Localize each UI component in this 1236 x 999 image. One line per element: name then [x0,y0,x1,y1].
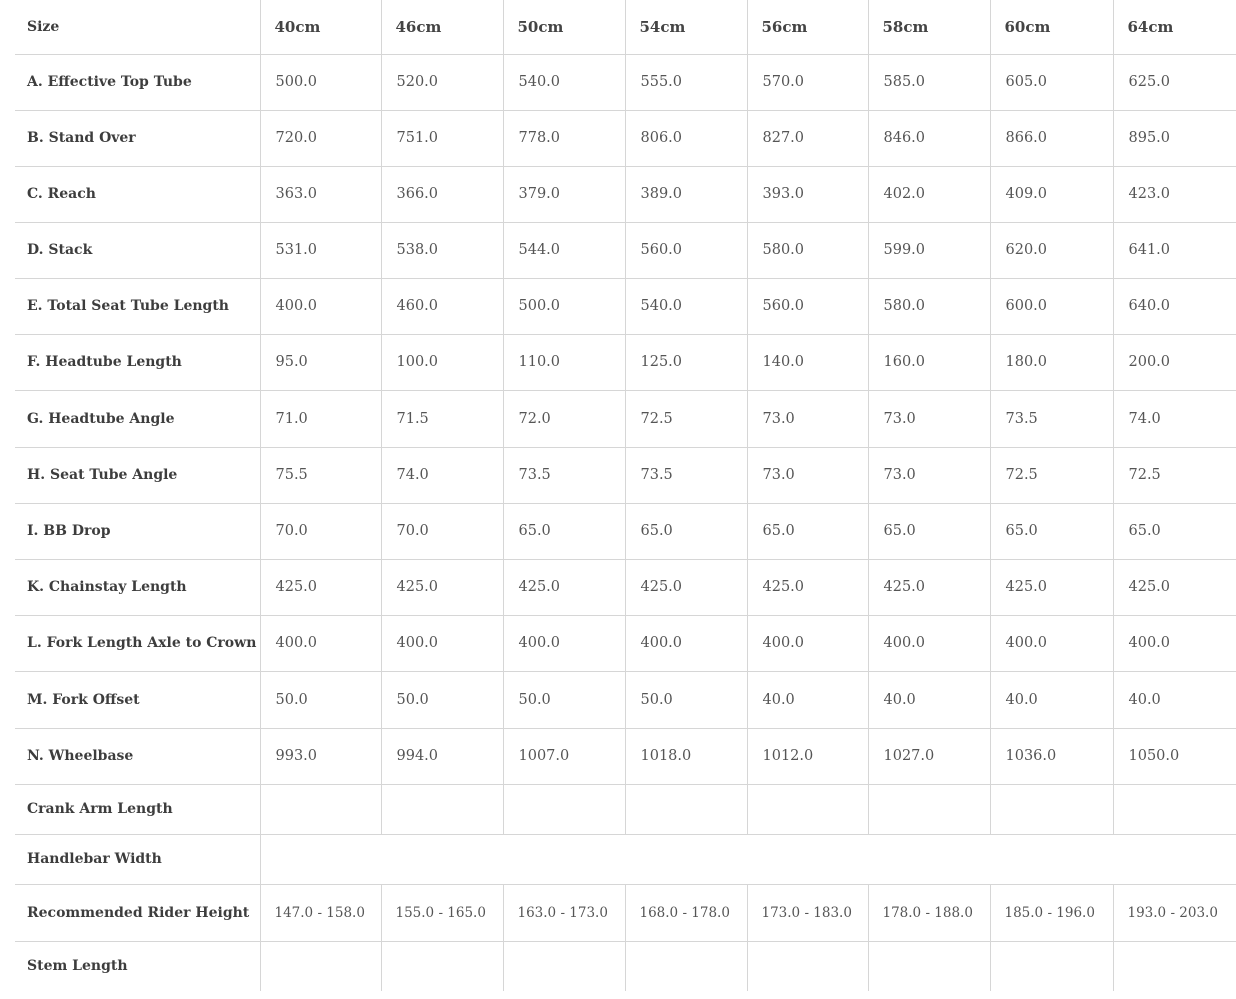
table-cell: 806.0 [625,110,747,166]
table-cell: 400.0 [868,615,990,671]
table-cell: 72.5 [625,390,747,447]
row-label: G. Headtube Angle [15,390,260,447]
table-cell [990,784,1113,834]
table-cell: 531.0 [260,222,381,278]
table-cell: 641.0 [1113,222,1236,278]
table-cell [260,941,381,991]
table-cell: 866.0 [990,110,1113,166]
table-cell: 400.0 [625,615,747,671]
table-cell: 423.0 [1113,166,1236,222]
table-cell: 1007.0 [503,728,625,784]
table-cell: 1012.0 [747,728,868,784]
table-cell: 620.0 [990,222,1113,278]
table-cell: 74.0 [381,447,503,503]
table-cell: 570.0 [747,54,868,110]
table-cell: 400.0 [503,615,625,671]
table-cell: 70.0 [260,503,381,559]
table-cell: 460.0 [381,278,503,334]
table-cell [260,834,1236,884]
table-cell: 425.0 [503,559,625,615]
row-label: F. Headtube Length [15,334,260,390]
table-row [15,728,1236,784]
table-cell: 625.0 [1113,54,1236,110]
size-column-header: 58cm [868,0,990,54]
row-label: Handlebar Width [15,834,260,884]
table-cell: 95.0 [260,334,381,390]
table-row [15,334,1236,390]
row-label: Stem Length [27,958,128,975]
table-row [15,278,1236,334]
table-cell: 400.0 [747,615,868,671]
table-cell: 147.0 - 158.0 [260,884,381,941]
table-cell: 400.0 [1113,615,1236,671]
table-cell: 778.0 [503,110,625,166]
table-cell: 193.0 - 203.0 [1113,884,1236,941]
table-cell: 555.0 [625,54,747,110]
table-cell [1113,784,1236,834]
table-cell: 425.0 [747,559,868,615]
table-cell: 402.0 [868,166,990,222]
table-cell: 1050.0 [1113,728,1236,784]
size-column-header: 40cm [260,0,381,54]
table-cell: 70.0 [381,503,503,559]
table-cell: 75.5 [260,447,381,503]
table-cell: 389.0 [625,166,747,222]
table-cell: 73.5 [625,447,747,503]
table-cell: 500.0 [503,278,625,334]
table-cell: 71.5 [381,390,503,447]
row-label: M. Fork Offset [15,671,260,728]
table-cell [381,784,503,834]
table-cell: 580.0 [868,278,990,334]
size-column-header: 60cm [990,0,1113,54]
size-header-row [15,0,1236,54]
table-cell: 73.0 [747,390,868,447]
table-cell: 751.0 [381,110,503,166]
table-cell: 400.0 [381,615,503,671]
table-cell: 185.0 - 196.0 [990,884,1113,941]
row-label: I. BB Drop [15,503,260,559]
table-row [15,390,1236,447]
table-cell: 50.0 [381,671,503,728]
table-cell: 72.0 [503,390,625,447]
table-cell: 425.0 [868,559,990,615]
table-row [15,447,1236,503]
table-row [15,615,1236,671]
row-label: Recommended Rider Height [15,884,260,941]
table-cell: 73.0 [747,447,868,503]
table-cell: 163.0 - 173.0 [503,884,625,941]
table-cell: 895.0 [1113,110,1236,166]
table-cell: 200.0 [1113,334,1236,390]
table-cell [747,784,868,834]
table-row [15,503,1236,559]
table-cell: 65.0 [1113,503,1236,559]
table-cell: 400.0 [260,278,381,334]
table-cell: 409.0 [990,166,1113,222]
table-cell: 846.0 [868,110,990,166]
table-cell [747,941,868,991]
table-cell: 540.0 [625,278,747,334]
table-cell: 1027.0 [868,728,990,784]
table-cell: 50.0 [625,671,747,728]
table-cell: 600.0 [990,278,1113,334]
table-cell: 640.0 [1113,278,1236,334]
table-cell: 560.0 [625,222,747,278]
table-cell: 1018.0 [625,728,747,784]
table-cell [260,784,381,834]
table-cell: 500.0 [260,54,381,110]
geometry-table-body [15,0,1236,991]
table-cell: 720.0 [260,110,381,166]
table-cell: 363.0 [260,166,381,222]
table-cell: 520.0 [381,54,503,110]
row-label: A. Effective Top Tube [15,54,260,110]
size-column-header: 56cm [747,0,868,54]
table-cell: 73.5 [990,390,1113,447]
row-label: B. Stand Over [15,110,260,166]
table-cell: 827.0 [747,110,868,166]
table-cell: 425.0 [260,559,381,615]
table-cell: 73.0 [868,390,990,447]
size-header-label: Size [15,0,260,54]
row-label: N. Wheelbase [15,728,260,784]
table-cell: 366.0 [381,166,503,222]
table-cell [868,941,990,991]
table-cell: 71.0 [260,390,381,447]
table-cell: 50.0 [503,671,625,728]
table-cell: 425.0 [1113,559,1236,615]
table-cell: 425.0 [990,559,1113,615]
table-cell: 180.0 [990,334,1113,390]
row-label: E. Total Seat Tube Length [15,278,260,334]
table-cell [503,941,625,991]
table-cell: 400.0 [990,615,1113,671]
table-cell [868,784,990,834]
table-cell: 580.0 [747,222,868,278]
table-cell: 540.0 [503,54,625,110]
table-cell: 393.0 [747,166,868,222]
table-cell: 585.0 [868,54,990,110]
table-cell: 40.0 [868,671,990,728]
table-cell: 65.0 [990,503,1113,559]
table-cell: 400.0 [260,615,381,671]
table-cell: 40.0 [990,671,1113,728]
table-cell: 40.0 [1113,671,1236,728]
table-cell: 65.0 [625,503,747,559]
table-cell: 160.0 [868,334,990,390]
table-cell [625,784,747,834]
table-cell [1113,941,1236,991]
table-cell: 173.0 - 183.0 [747,884,868,941]
table-cell [625,941,747,991]
table-row [15,559,1236,615]
table-cell: 72.5 [990,447,1113,503]
table-cell: 110.0 [503,334,625,390]
table-cell: 178.0 - 188.0 [868,884,990,941]
table-cell: 994.0 [381,728,503,784]
table-cell: 425.0 [625,559,747,615]
table-row [15,671,1236,728]
row-label: C. Reach [15,166,260,222]
table-cell: 155.0 - 165.0 [381,884,503,941]
table-cell: 65.0 [747,503,868,559]
table-cell [381,941,503,991]
table-cell: 168.0 - 178.0 [625,884,747,941]
size-column-header: 50cm [503,0,625,54]
table-cell: 65.0 [503,503,625,559]
table-cell: 544.0 [503,222,625,278]
handlebar-row [15,834,1236,884]
table-cell: 599.0 [868,222,990,278]
row-label: D. Stack [15,222,260,278]
row-label: L. Fork Length Axle to Crown [15,615,260,671]
table-cell: 40.0 [747,671,868,728]
size-column-header: 46cm [381,0,503,54]
table-cell: 538.0 [381,222,503,278]
table-row [15,166,1236,222]
rider-height-row [15,884,1236,941]
table-cell: 100.0 [381,334,503,390]
table-cell: 379.0 [503,166,625,222]
table-cell: 72.5 [1113,447,1236,503]
table-cell: 605.0 [990,54,1113,110]
table-cell: 50.0 [260,671,381,728]
table-cell: 74.0 [1113,390,1236,447]
row-label: H. Seat Tube Angle [15,447,260,503]
table-cell [990,941,1113,991]
crank-arm-row [15,784,1236,834]
table-cell [503,784,625,834]
table-row [15,54,1236,110]
table-cell: 140.0 [747,334,868,390]
table-cell: 73.5 [503,447,625,503]
table-cell: 1036.0 [990,728,1113,784]
table-cell: 73.0 [868,447,990,503]
table-row [15,222,1236,278]
row-label: K. Chainstay Length [15,559,260,615]
table-row [15,110,1236,166]
table-cell: 425.0 [381,559,503,615]
size-column-header: 54cm [625,0,747,54]
table-cell: 65.0 [868,503,990,559]
stem-length-row [15,941,1236,991]
table-cell: 125.0 [625,334,747,390]
size-column-header: 64cm [1113,0,1236,54]
table-cell: 560.0 [747,278,868,334]
row-label: Crank Arm Length [15,784,260,834]
geometry-table [15,0,1236,991]
table-cell: 993.0 [260,728,381,784]
